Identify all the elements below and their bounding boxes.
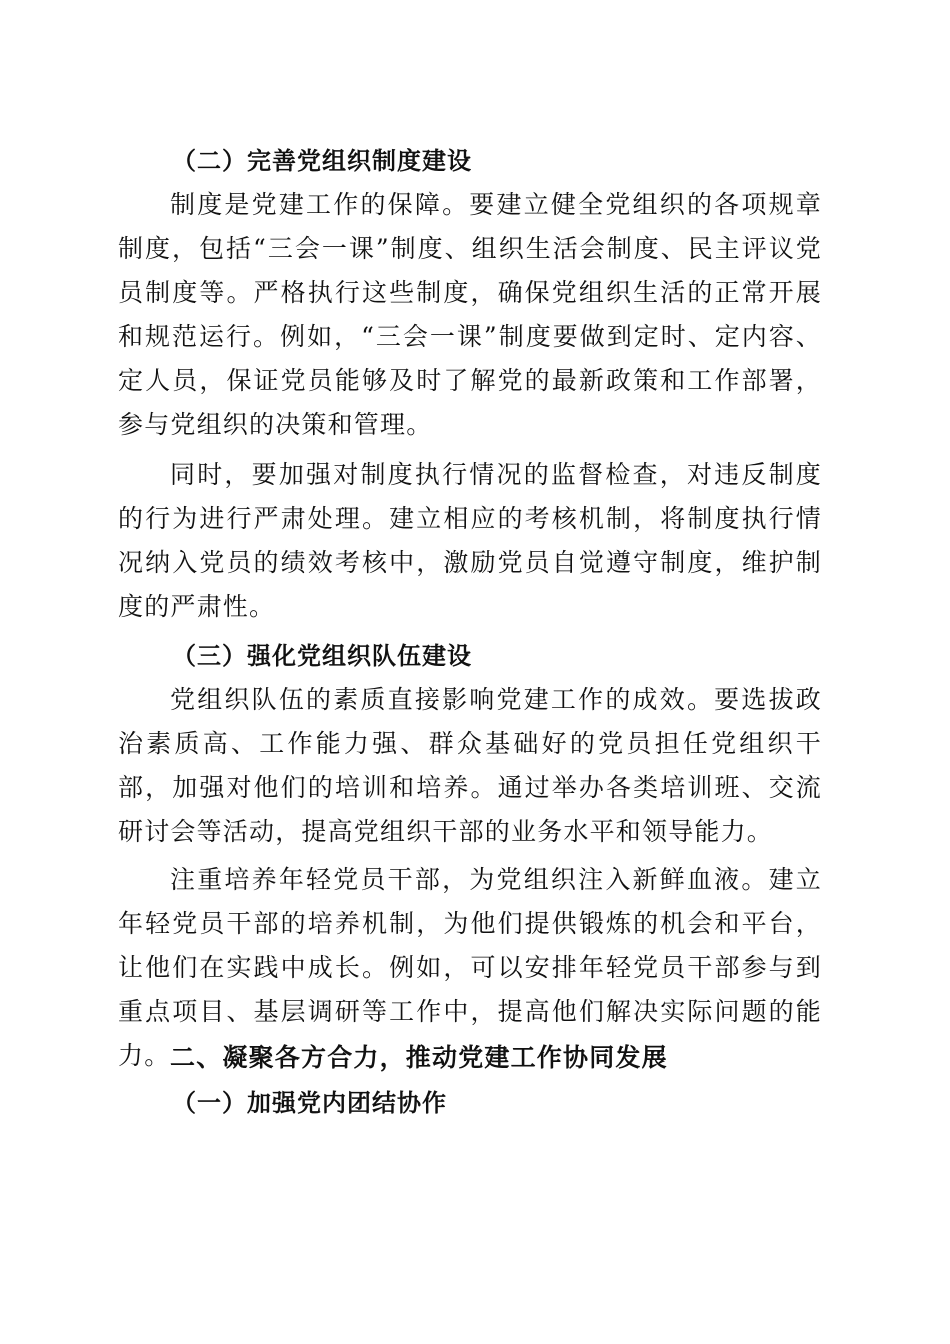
paragraph-young-cadres: 注重培养年轻党员干部，为党组织注入新鲜血液。建立年轻党员干部的培养机制，为他们提供锻炼的机会和平台，让他们在实践中成长。例如，可以安排年轻党员干部参与到重点项目、基层调研等工作中，提高他们解决实际问题的能力。 xyxy=(118,865,822,1070)
paragraph-system-guarantee: 制度是党建工作的保障。要建立健全党组织的各项规章制度，包括“三会一课”制度、组织生活会制度、民主评议党员制度等。严格执行这些制度，确保党组织生活的正常开展和规范运行。例如，“三会一课”制度要做到定时、定内容、定人员，保证党员能够及时了解党的最新政策和工作部署，参与党组织的决策和管理。 xyxy=(118,190,822,439)
subheading-party-unity: （一）加强党内团结协作 xyxy=(172,1088,447,1117)
heading-joint-effort: 二、凝聚各方合力，推动党建工作协同发展 xyxy=(170,1043,668,1072)
paragraph-system-supervision: 同时，要加强对制度执行情况的监督检查，对违反制度的行为进行严肃处理。建立相应的考核机制，将制度执行情况纳入党员的绩效考核中，激励党员自觉遵守制度，维护制度的严肃性。 xyxy=(118,460,822,621)
paragraph-team-quality: 党组织队伍的素质直接影响党建工作的成效。要选拔政治素质高、工作能力强、群众基础好的党员担任党组织干部，加强对他们的培训和培养。通过举办各类培训班、交流研讨会等活动，提高党组织干部的业务水平和领导能力。 xyxy=(118,685,822,846)
subheading-improve-system: （二）完善党组织制度建设 xyxy=(172,146,472,175)
subheading-team-building: （三）强化党组织队伍建设 xyxy=(172,641,472,670)
